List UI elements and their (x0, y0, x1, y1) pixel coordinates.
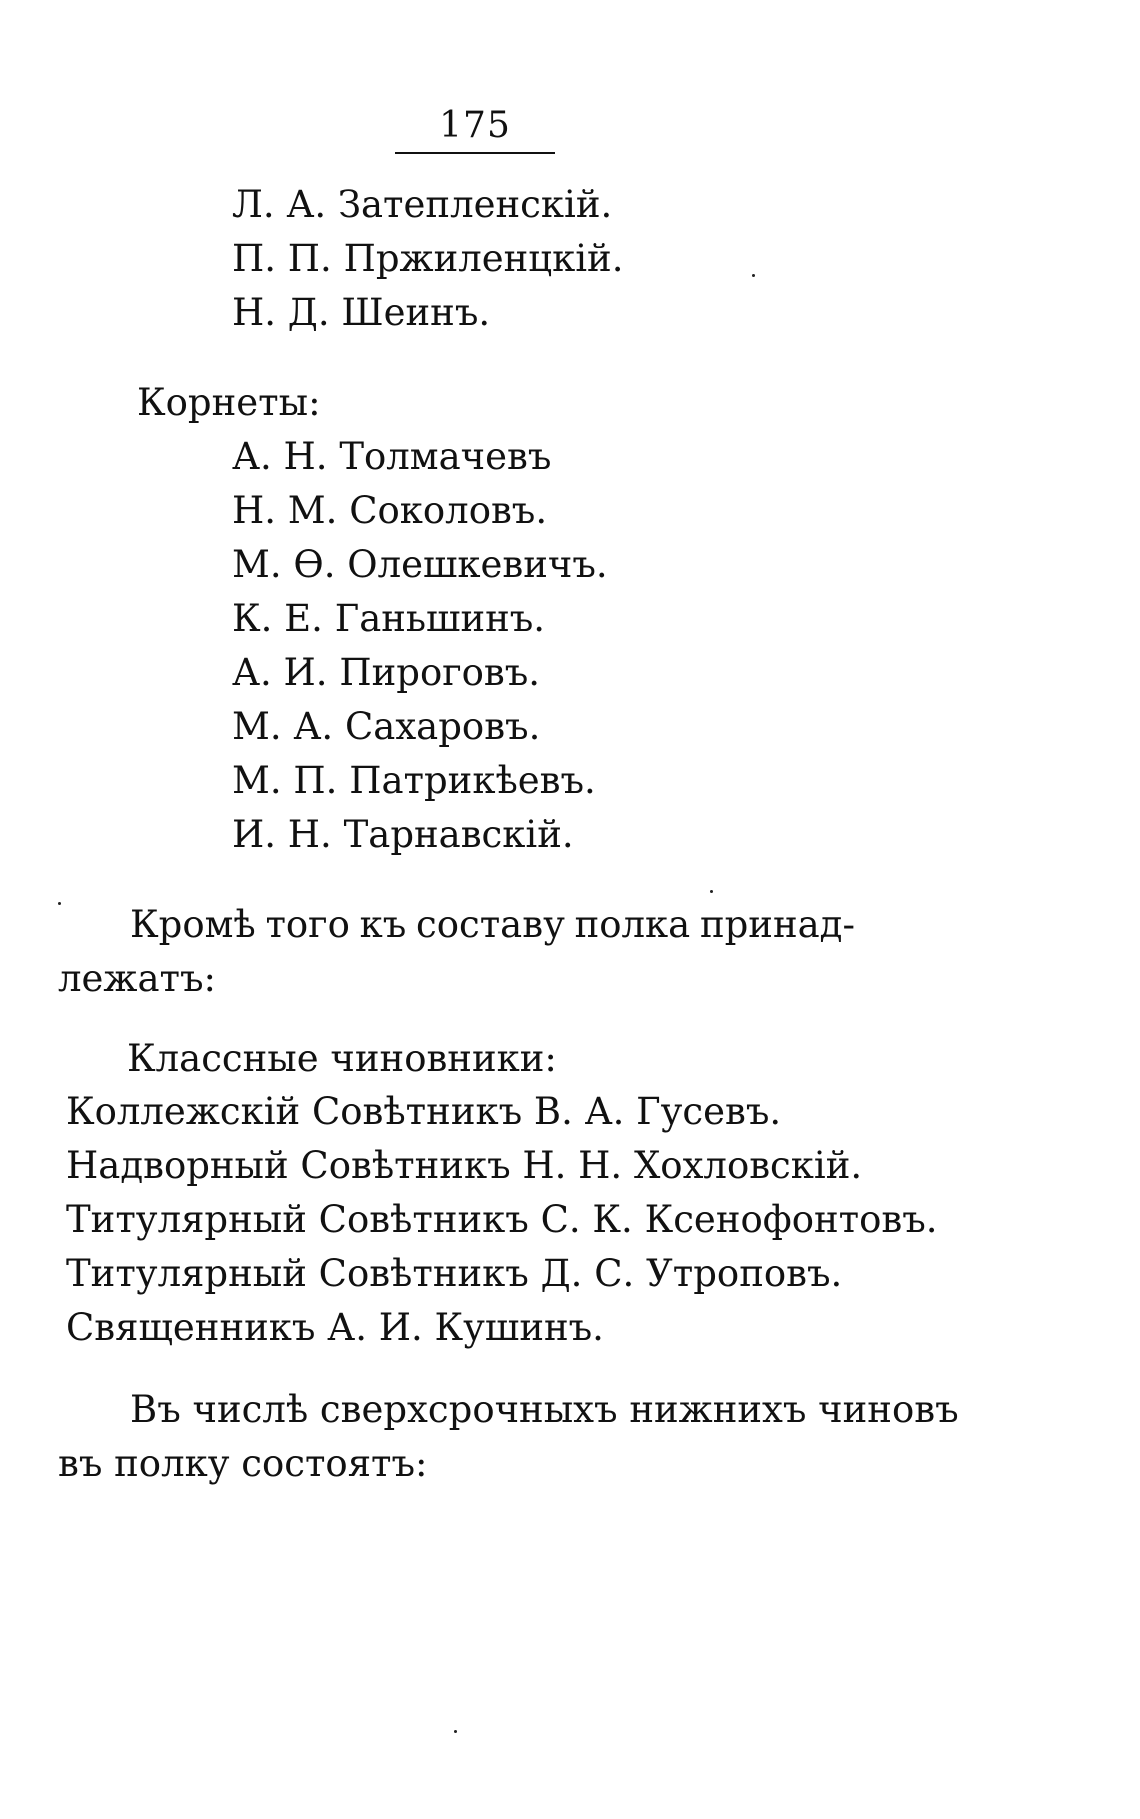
list-item: Титулярный Совѣтникъ Д. С. Утроповъ. (66, 1252, 843, 1295)
besides-paragraph-line1 (130, 903, 855, 947)
list-item: Л. А. Затепленскій. (232, 183, 613, 226)
page-number: 175 (439, 105, 511, 146)
list-item: Священникъ А. И. Кушинъ. (66, 1306, 604, 1349)
list-item: Н. Д. Шеинъ. (232, 291, 491, 334)
scan-speck (454, 1730, 457, 1733)
word: къ (359, 903, 407, 946)
officials-heading: Классные чиновники: (127, 1037, 557, 1080)
scan-speck (752, 274, 755, 277)
page-number-rule (395, 152, 555, 154)
list-item: И. Н. Тарнавскій. (232, 813, 574, 856)
scan-speck (58, 902, 61, 905)
list-item: Титулярный Совѣтникъ С. К. Ксенофонтовъ. (66, 1198, 938, 1241)
list-item: К. Е. Ганьшинъ. (232, 597, 546, 640)
word: принад- (699, 903, 855, 946)
list-item: А. И. Пироговъ. (232, 651, 541, 694)
list-item: М. А. Сахаровъ. (232, 705, 541, 748)
list-item: Коллежскій Совѣтникъ В. А. Гусевъ. (66, 1090, 782, 1133)
list-item: Н. М. Соколовъ. (232, 489, 548, 532)
list-item: М. Ѳ. Олешкевичъ. (232, 543, 608, 586)
word: Кромѣ (130, 903, 256, 946)
list-item: П. П. Пржиленцкій. (232, 237, 624, 280)
list-item: М. П. Патрикѣевъ. (232, 759, 596, 802)
extended-paragraph-line2: въ полку состоятъ: (58, 1442, 428, 1485)
scan-speck (710, 890, 713, 893)
cornets-heading: Корнеты: (137, 381, 321, 424)
besides-paragraph-line2: лежатъ: (58, 957, 216, 1000)
list-item: А. Н. Толмачевъ (232, 435, 552, 478)
word: того (265, 903, 350, 946)
word: составу (415, 903, 565, 946)
word: полка (574, 903, 691, 946)
list-item: Надворный Совѣтникъ Н. Н. Хохловскій. (66, 1144, 863, 1187)
extended-paragraph-line1: Въ числѣ сверхсрочныхъ нижнихъ чиновъ (130, 1388, 959, 1431)
